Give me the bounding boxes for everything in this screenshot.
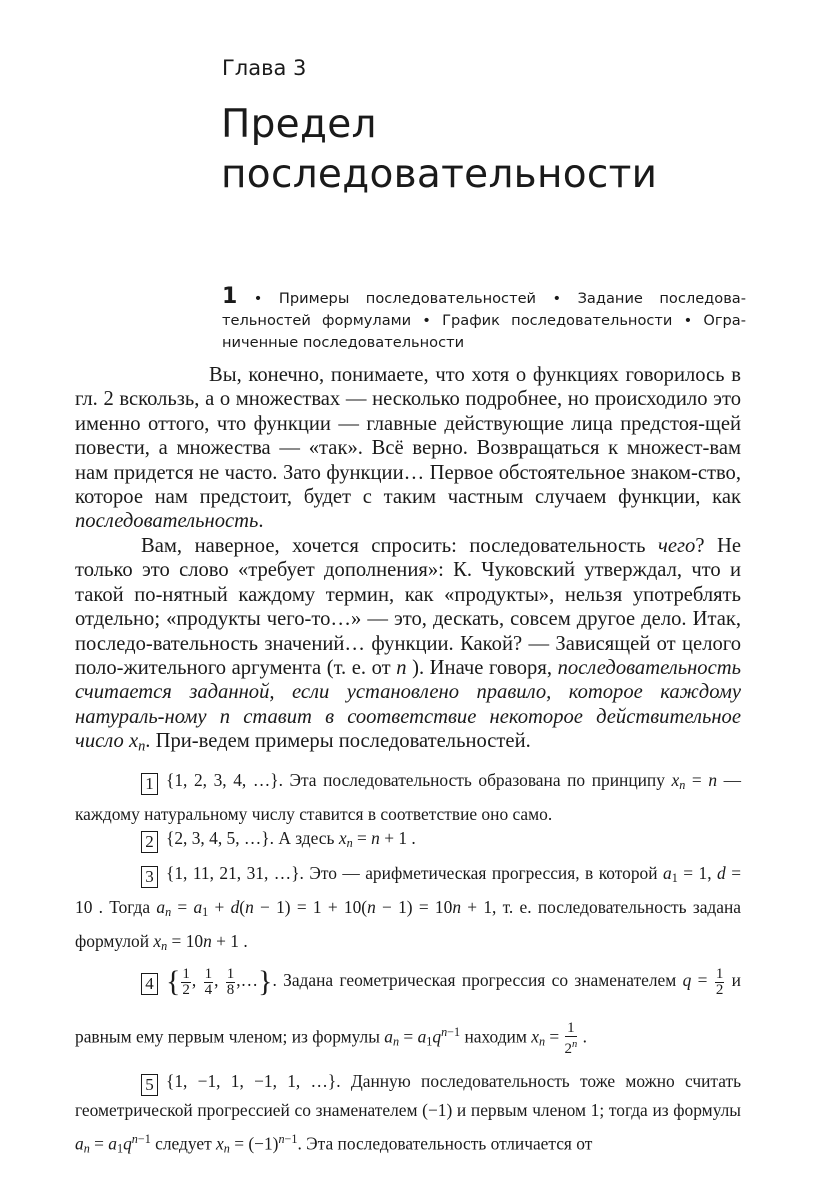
paragraph-1-text: Вы, конечно, понимаете, что хотя о функциях говорилось в гл. 2 вскользь, а о множествах — несколько подробнее, но происходило это именно оттого, что функции — главные действующие лица предстоя-щей повести, а множества — «так». Всё верно. Возвращаться к множест-вам нам придется не часто. Зато функции… Первое обстоятельное знаком-ство, которое нам предстоит, будет с таким частным случаем функции, как (75, 364, 741, 509)
example-5: 5 {1, −1, 1, −1, 1, …}. Данную последовательность тоже можно считать геометрической прогрессией со знаменателем (−1) и первым членом 1; тогда из формулы $a_n = a_1q^{n-1}$ следует $x_n = (-1)^{n-1}$. Эта последовательность отличается от (75, 1071, 741, 1156)
paragraph-2-text-a: Вам, наверное, хочется спросить: последовательность (141, 535, 646, 557)
chapter-title (221, 100, 657, 200)
example-5-text-a: {1, −1, 1, −1, 1, …}. Данную последовательность тоже можно считать геометрической прогрессией со знаменателем (−1) и первым членом 1; тогда из формулы (75, 1071, 741, 1120)
example-2-text-a: {2, 3, 4, 5, …}. А здесь (166, 828, 335, 848)
example-3-number: 3 (141, 866, 158, 888)
paragraph-1-italic: последовательность (75, 510, 259, 533)
paragraph-1: Вы, конечно, понимаете, что хотя о функциях говорилось в гл. 2 вскользь, а о множествах — несколько подробнее, но происходило это именно оттого, что функции — главные действующие лица предстоя-щей повести, а множества — «так». Всё верно. Возвращаться к множест-вам нам придется не часто. Зато функции… Первое обстоятельное знаком-ство, которое нам предстоит, будет с таким частным случаем функции, как последовательность. (75, 364, 741, 533)
example-2: 2 {2, 3, 4, 5, …}. А здесь $x_n = n + 1$ . (75, 824, 741, 858)
chapter-label: Глава 3 (222, 56, 307, 80)
chapter-title-line1: Предел (221, 102, 377, 147)
paragraph-2-italic-2: последовательность считается заданной, если установлено правило, которое каждому натураль-ному n ставит в соответствие некоторое действительное число x (75, 657, 741, 753)
chapter-title-line2: последовательности (221, 152, 658, 197)
paragraph-2-text-d: . При-ведем примеры последовательностей. (145, 730, 531, 753)
example-4-text-c: находим (464, 1026, 527, 1047)
example-1: 1 {1, 2, 3, 4, …}. Эта последовательность образована по принципу $x_n = n$ — каждому натуральному числу ставится в соответствие оно само. (75, 770, 741, 825)
paragraph-2-text-c: ). Иначе говоря, (412, 657, 552, 680)
example-5-text-b: следует (155, 1133, 212, 1154)
example-4-text-b: и равным ему первым членом; из формулы (75, 970, 741, 1047)
example-4-text-a: . Задана геометрическая прогрессия со знаменателем (272, 970, 677, 990)
section-heading (222, 286, 746, 354)
example-3-text-b: Тогда (109, 897, 151, 918)
example-5-text-c: . Эта последовательность отличается от (297, 1133, 593, 1154)
paragraph-2: Вам, наверное, хочется спросить: последовательность чего? Не только это слово «требует дополнения»: К. Чуковский утверждал, что и такой по-нятный каждому термин, как «продукты», нельзя употреблять отдельно; «продукты чего-то…» — это, дескать, совсем другое дело. Итак, последо-вательность значений… функции. Какой? — Зависящей от целого поло-жительного аргумента (т. е. от n ). Иначе говоря, последовательность считается заданной, если установлено правило, которое каждому натураль-ному n ставит в соответствие некоторое действительное число $x_n$. При-ведем примеры последовательностей. (75, 535, 741, 755)
example-4: 4 { $\frac{1}{2}$ , $\frac{1}{4}$ , $\frac{1}{8}$ ,…}. Задана геометрическая прогрессия со знаменателем q = $\frac{1}{2}$ и равным ему первым членом; из формулы $a_n = a_1q^{n-1}$ находим $x_n$ = $\frac{1}{2^n}$ . (75, 965, 741, 1057)
section-number: 1 (222, 284, 238, 309)
example-1-text-b: — каждому натуральному числу ставится в соответствие оно само. (75, 770, 741, 825)
example-1-text-a: {1, 2, 3, 4, …}. Эта последовательность образована по принципу (166, 770, 665, 790)
section-topics: • Примеры последовательностей • Задание последова-тельностей формулами • График последовательности • Огра-ниченные последовательности (222, 290, 746, 351)
paragraph-2-text-b: ? Не только это слово «требует дополнения»: К. Чуковский утверждал, что и такой по-нятный каждому термин, как «продукты», нельзя употреблять отдельно; «продукты чего-то…» — это, дескать, совсем другое дело. Итак, последо-вательность значений… функции. Какой? — Зависящей от целого поло-жительного аргумента (т. е. от (75, 535, 741, 680)
example-3-text-a: {1, 11, 21, 31, …}. Это — арифметическая прогрессия, в которой (166, 863, 658, 883)
example-5-number: 5 (141, 1074, 158, 1096)
example-1-number: 1 (141, 773, 158, 795)
example-4-number: 4 (141, 973, 158, 995)
example-3-text-c: , т. е. последовательность задана формулой (75, 897, 742, 952)
paragraph-2-italic-1: чего (658, 535, 696, 557)
example-2-number: 2 (141, 831, 158, 853)
example-3: 3 {1, 11, 21, 31, …}. Это — арифметическая прогрессия, в которой $a_1 = 1$, d = 10 . Тогда $a_n = a_1 + d(n - 1) = 1 + 10(n - 1) = 10n + 1$, т. е. последовательность задана формулой $x_n = 10n + 1$ . (75, 863, 742, 954)
